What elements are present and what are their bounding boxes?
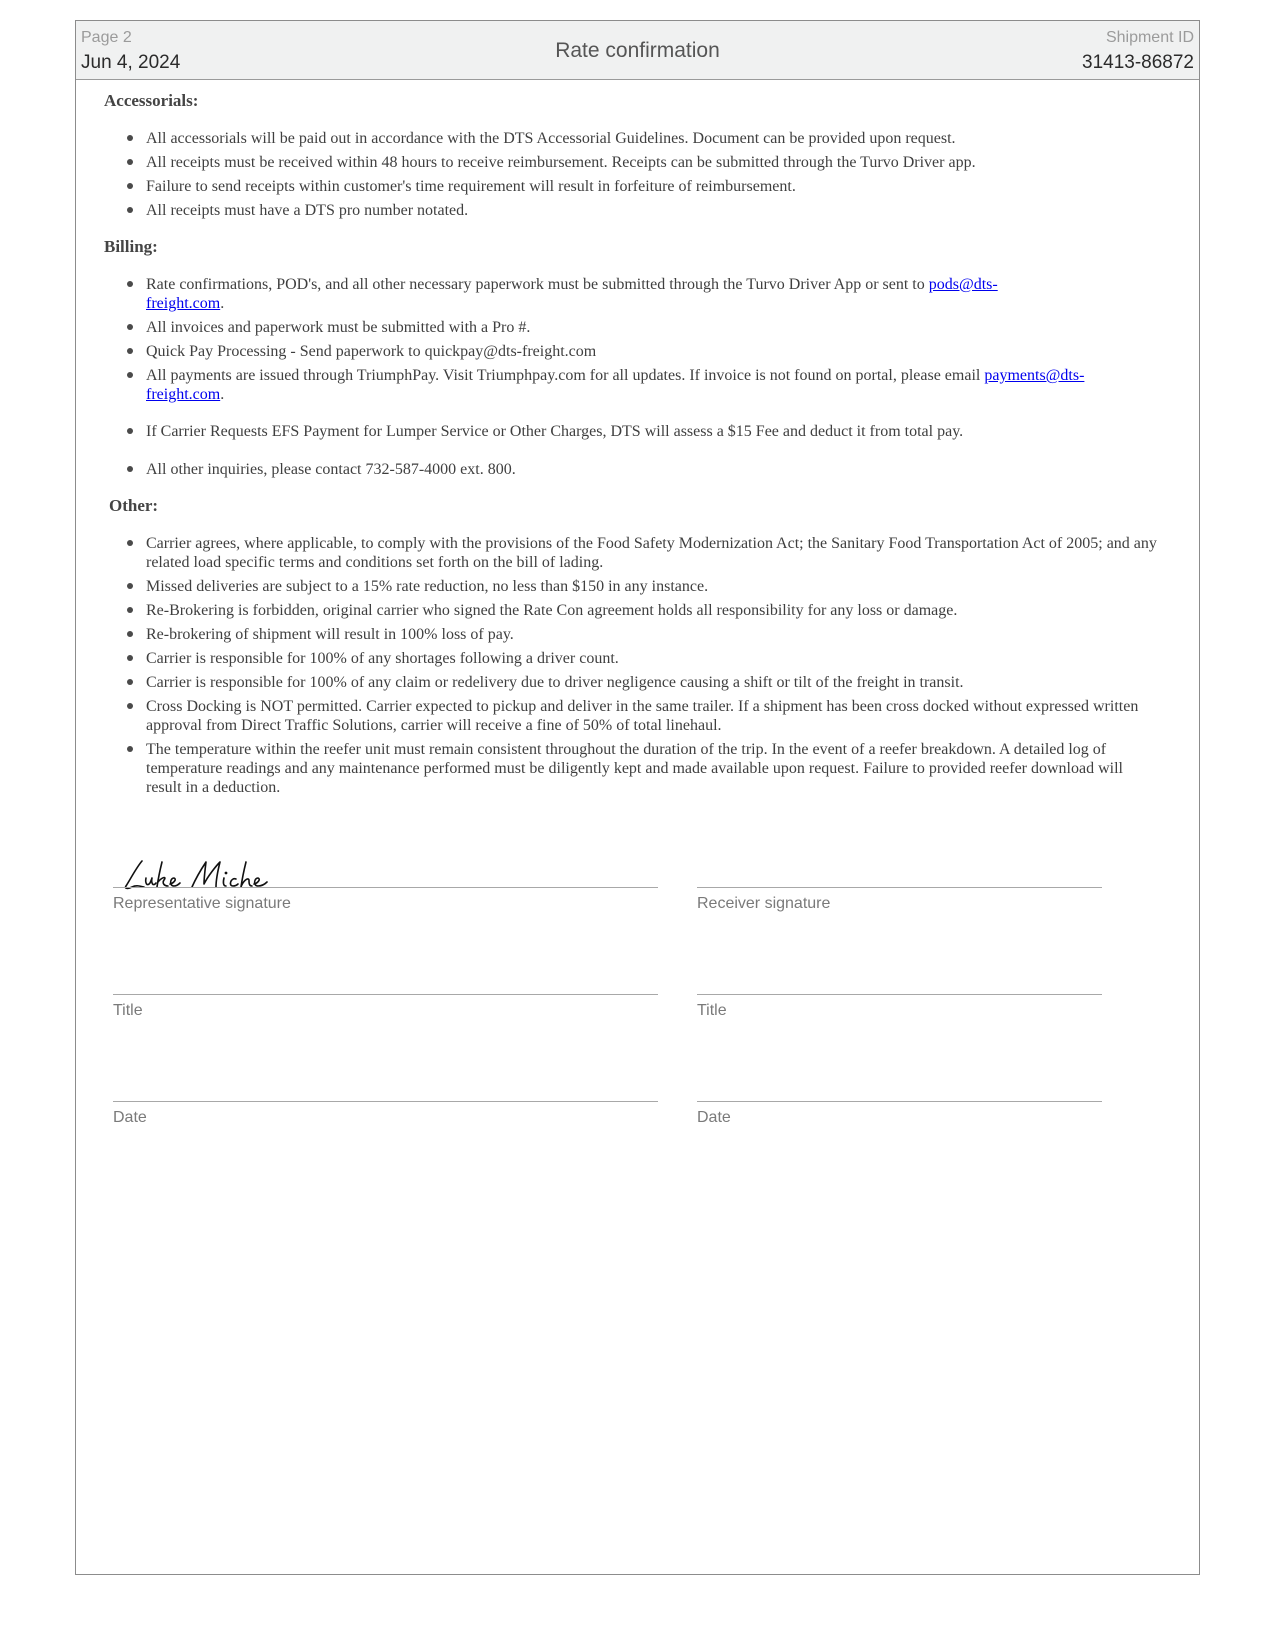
list-item: Re-Brokering is forbidden, original carrier who signed the Rate Con agreement holds all responsibility for any loss or damage.	[76, 601, 1176, 620]
list-item: Failure to send receipts within customer's time requirement will result in forfeiture of reimbursement.	[76, 177, 1176, 196]
representative-title-label: Title	[113, 1002, 143, 1019]
accessorials-list	[76, 129, 1176, 225]
representative-date-label: Date	[113, 1109, 147, 1126]
list-item: Cross Docking is NOT permitted. Carrier expected to pickup and deliver in the same trailer. If a shipment has been cross docked without expressed written approval from Direct Traffic Solutions, carrier will receive a fine of 50% of total linehaul.	[76, 697, 1176, 735]
list-item-text: All payments are issued through TriumphPay. Visit Triumphpay.com for all updates. If invoice is not found on portal, please email	[146, 367, 981, 384]
punctuation: .	[220, 295, 225, 312]
list-item: All receipts must have a DTS pro number notated.	[76, 201, 1176, 220]
document-title: Rate confirmation	[555, 39, 720, 62]
receiver-date-line	[697, 1101, 1102, 1102]
list-item: All other inquiries, please contact 732-587-4000 ext. 800.	[76, 460, 1176, 479]
receiver-date-label: Date	[697, 1109, 731, 1126]
billing-list	[76, 275, 1176, 484]
page-number: Page 2	[81, 29, 132, 46]
list-item: The temperature within the reefer unit must remain consistent throughout the duration of the trip. In the event of a reefer breakdown. A detailed log of temperature readings and any maintenance performed must be diligently kept and made available upon request. Failure to provided reefer download will result in a deduction.	[76, 740, 1176, 797]
list-item: Quick Pay Processing - Send paperwork to quickpay@dts-freight.com	[76, 342, 1176, 361]
document-date: Jun 4, 2024	[81, 52, 181, 73]
list-item-text: Rate confirmations, POD's, and all other necessary paperwork must be submitted through the Turvo Driver App or sent to	[146, 276, 925, 293]
shipment-id-label: Shipment ID	[1105, 29, 1194, 46]
list-item: Carrier is responsible for 100% of any shortages following a driver count.	[76, 649, 1176, 668]
list-item: Missed deliveries are subject to a 15% rate reduction, no less than $150 in any instance.	[76, 577, 1176, 596]
representative-title-line	[113, 994, 658, 995]
punctuation: .	[220, 386, 225, 403]
list-item: All receipts must be received within 48 hours to receive reimbursement. Receipts can be submitted through the Turvo Driver app.	[76, 153, 1176, 172]
list-item: All invoices and paperwork must be submitted with a Pro #.	[76, 318, 1176, 337]
receiver-title-label: Title	[697, 1002, 727, 1019]
list-item: Re-brokering of shipment will result in 100% loss of pay.	[76, 625, 1176, 644]
representative-signature	[120, 856, 320, 894]
receiver-signature-label: Receiver signature	[697, 895, 831, 912]
list-item: All accessorials will be paid out in accordance with the DTS Accessorial Guidelines. Document can be provided upon request.	[76, 129, 1176, 148]
payments-email-link[interactable]: payments@dts-freight.com	[146, 367, 1085, 403]
receiver-title-line	[697, 994, 1102, 995]
other-list	[76, 534, 1176, 802]
accessorials-heading: Accessorials:	[104, 91, 199, 110]
document-page	[75, 20, 1200, 1575]
list-item	[76, 275, 1176, 313]
representative-signature-label: Representative signature	[113, 895, 291, 912]
list-item: Carrier is responsible for 100% of any claim or redelivery due to driver negligence causing a shift or tilt of the freight in transit.	[76, 673, 1176, 692]
representative-date-line	[113, 1101, 658, 1102]
list-item: Carrier agrees, where applicable, to comply with the provisions of the Food Safety Modernization Act; the Sanitary Food Transportation Act of 2005; and any related load specific terms and conditions set forth on the bill of lading.	[76, 534, 1176, 572]
other-heading: Other:	[109, 496, 159, 515]
shipment-id-value: 31413-86872	[1082, 52, 1194, 73]
page-header	[76, 21, 1199, 80]
list-item: If Carrier Requests EFS Payment for Lumper Service or Other Charges, DTS will assess a $15 Fee and deduct it from total pay.	[76, 422, 1176, 441]
representative-signature-line	[113, 887, 658, 888]
pods-email-link[interactable]: pods@dts-freight.com	[146, 276, 998, 312]
list-item	[76, 366, 1176, 404]
billing-heading: Billing:	[104, 237, 158, 256]
receiver-signature-line	[697, 887, 1102, 888]
